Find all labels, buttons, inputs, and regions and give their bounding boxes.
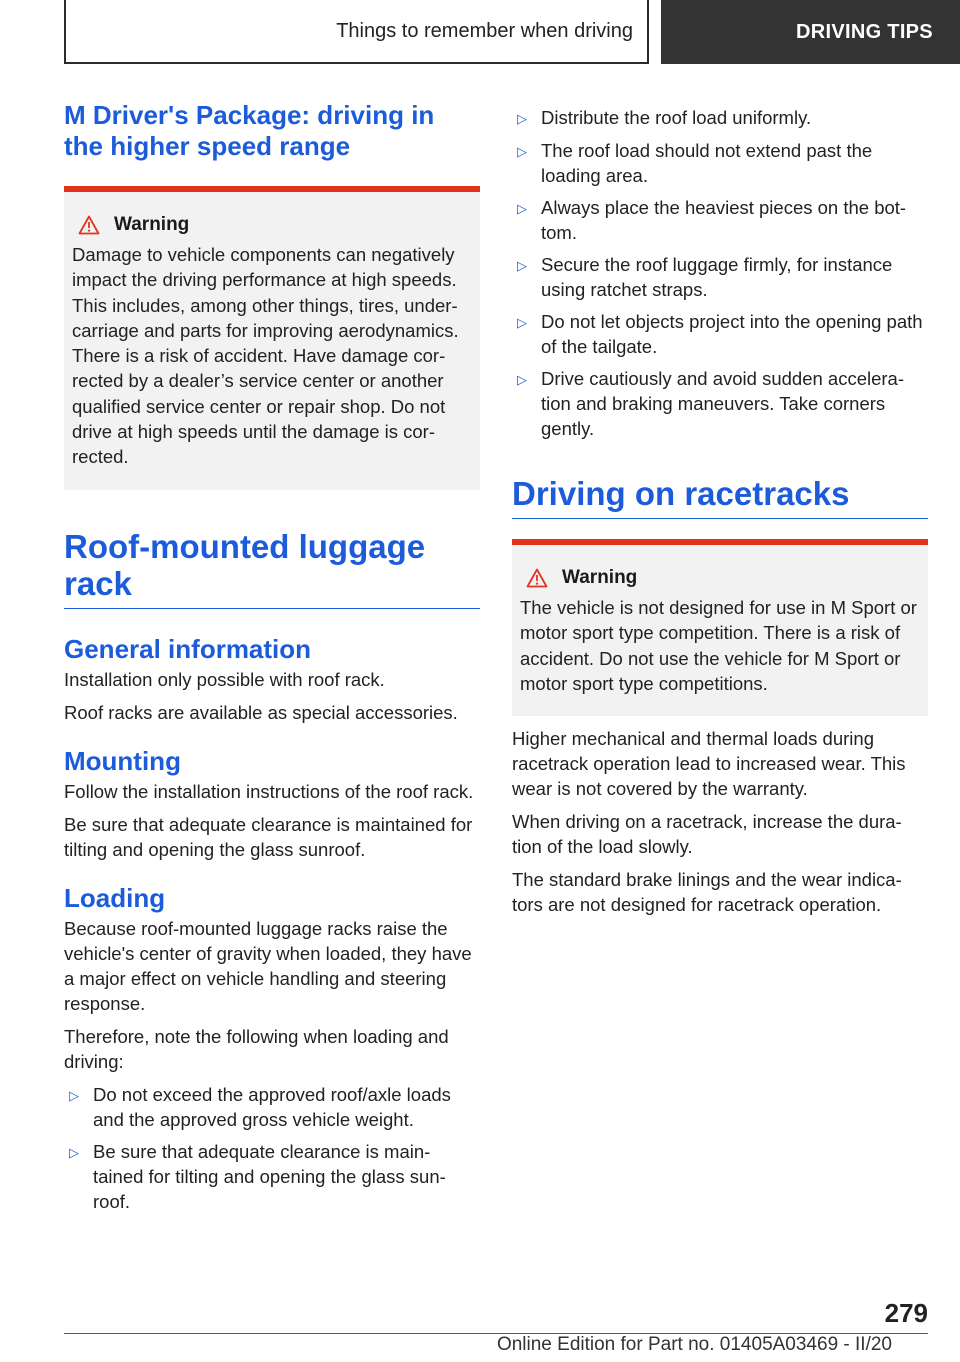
left-column bbox=[64, 100, 480, 1221]
bullet-triangle-icon: ▷ bbox=[517, 111, 527, 126]
bullet-triangle-icon: ▷ bbox=[517, 372, 527, 387]
list-item: ▷ Always place the heaviest pieces on the bot-tom. bbox=[512, 195, 928, 245]
list-item: ▷ Do not exceed the approved roof/axle loads and the approved gross vehicle weight. bbox=[64, 1082, 480, 1132]
warning-title: Warning bbox=[114, 214, 190, 235]
roof-rack-heading: Roof-mounted luggage rack bbox=[64, 528, 480, 609]
mounting-heading: Mounting bbox=[64, 745, 181, 776]
page-number: 279 bbox=[884, 1298, 928, 1328]
header-chapter-tab bbox=[661, 0, 960, 64]
racetrack-heading: Driving on racetracks bbox=[512, 475, 928, 519]
mounting-paragraph-2: Be sure that adequate clearance is maintained for tilting and opening the glass sunroof. bbox=[64, 813, 473, 860]
bullet-triangle-icon: ▷ bbox=[517, 201, 527, 216]
right-column bbox=[512, 105, 928, 925]
m-package-heading: M Driver's Package: driving in the higher speed range bbox=[64, 100, 435, 161]
warning-text: The vehicle is not designed for use in M Sport or motor sport type competition. There is a risk of accident. Do not use the vehicle for M Sport or motor sport type competitions. bbox=[520, 597, 917, 694]
bullet-triangle-icon: ▷ bbox=[69, 1144, 79, 1160]
general-paragraph-2: Roof racks are available as special accessories. bbox=[64, 701, 458, 723]
header-section-title bbox=[64, 0, 649, 64]
header-chapter-label: DRIVING TIPS bbox=[796, 20, 933, 43]
racetrack-paragraph-3: The standard brake linings and the wear indica-tors are not designed for racetrack operation. bbox=[512, 869, 902, 916]
warning-header bbox=[520, 567, 920, 589]
warning-triangle-icon bbox=[78, 215, 100, 235]
bullet-triangle-icon: ▷ bbox=[517, 144, 527, 159]
warning-triangle-icon bbox=[526, 568, 548, 588]
bullet-triangle-icon: ▷ bbox=[69, 1087, 79, 1103]
warning-box-speed bbox=[64, 186, 480, 490]
list-item: ▷ The roof load should not extend past the loading area. bbox=[512, 138, 928, 188]
roof-load-bullet-list bbox=[512, 105, 928, 441]
header-section-label: Things to remember when driving bbox=[336, 19, 633, 42]
loading-paragraph-2: Therefore, note the following when loading and driving: bbox=[64, 1025, 449, 1072]
loading-bullet-list bbox=[64, 1082, 480, 1214]
list-item: ▷ Distribute the roof load uniformly. bbox=[512, 105, 928, 131]
bullet-triangle-icon: ▷ bbox=[517, 315, 527, 330]
list-item: ▷ Drive cautiously and avoid sudden accelera-tion and braking maneuvers. Take corners gently. bbox=[512, 366, 928, 441]
warning-title: Warning bbox=[562, 567, 638, 588]
general-information-heading: General information bbox=[64, 633, 312, 664]
warning-box-racetrack bbox=[512, 539, 928, 716]
general-paragraph-1: Installation only possible with roof rack. bbox=[64, 668, 385, 690]
racetrack-paragraph-2: When driving on a racetrack, increase the dura-tion of the load slowly. bbox=[512, 811, 902, 858]
mounting-paragraph-1: Follow the installation instructions of the roof rack. bbox=[64, 780, 474, 802]
list-item: ▷ Be sure that adequate clearance is main-tained for tilting and opening the glass sun-roof. bbox=[64, 1139, 480, 1214]
warning-header bbox=[72, 214, 472, 236]
bullet-triangle-icon: ▷ bbox=[517, 258, 527, 273]
warning-text: Damage to vehicle components can negatively impact the driving performance at high speeds. This includes, among other things, tires, under-carriage and parts for improving aerodynamics. There is a risk of accident. Have damage cor-rected by a dealer’s service center or another qualified service center or repair shop. Do not drive at high speeds until the damage is cor-rected. bbox=[72, 244, 459, 468]
loading-heading: Loading bbox=[64, 882, 166, 913]
loading-paragraph-1: Because roof-mounted luggage racks raise the vehicle's center of gravity when loaded, they have a major effect on vehicle handling and steering response. bbox=[64, 917, 472, 1014]
edition-info: Online Edition for Part no. 01405A03469 - II/20 bbox=[496, 1334, 892, 1355]
racetrack-paragraph-1: Higher mechanical and thermal loads during racetrack operation lead to increased wear. This wear is not covered by the warranty. bbox=[512, 728, 906, 800]
list-item: ▷ Do not let objects project into the opening path of the tailgate. bbox=[512, 309, 928, 359]
list-item: ▷ Secure the roof luggage firmly, for instance using ratchet straps. bbox=[512, 252, 928, 302]
